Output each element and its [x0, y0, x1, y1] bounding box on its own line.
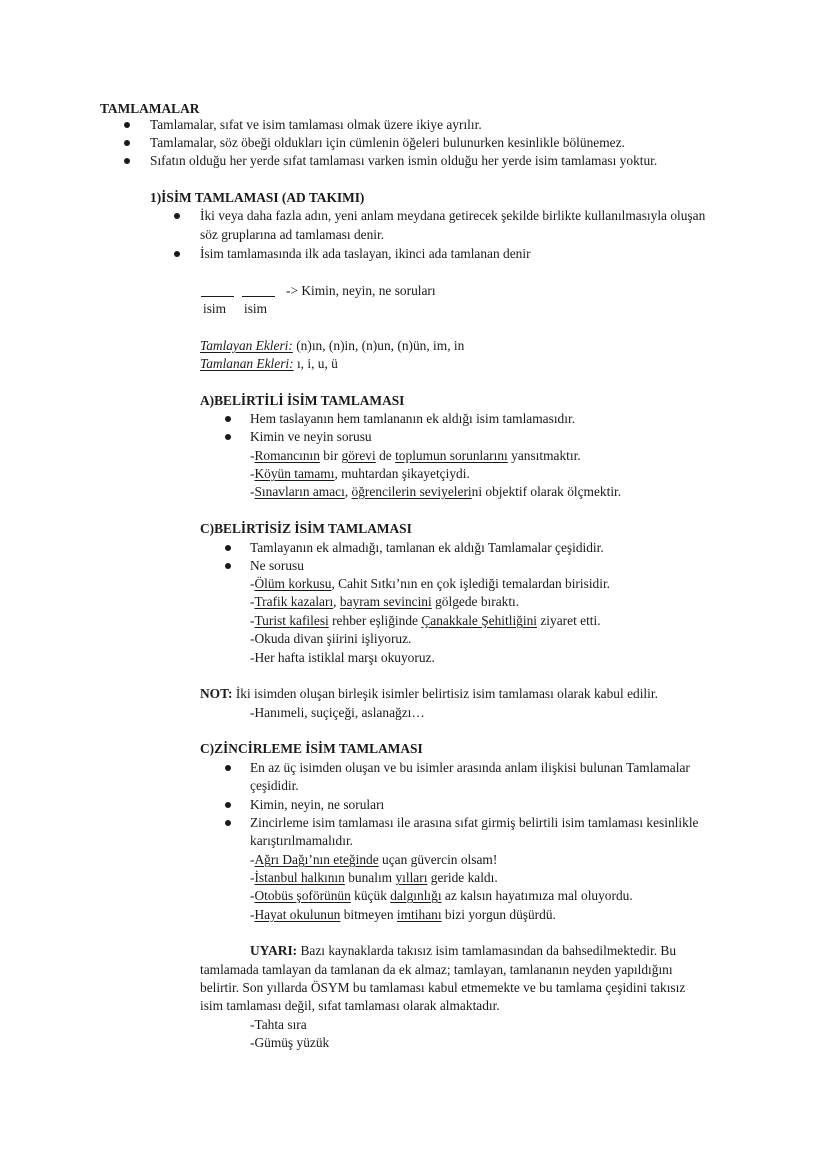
section-heading: A)BELİRTİLİ İSİM TAMLAMASI	[200, 393, 405, 408]
phrase-underlined: Otobüs şoförünün	[254, 888, 351, 903]
text-part: geride kaldı.	[427, 870, 498, 885]
blank-line	[242, 296, 275, 297]
suffix-value: ı, i, u, ü	[293, 356, 338, 371]
text-part: -	[250, 594, 255, 609]
text-part: , Cahit Sıtkı’nın en çok işlediği temalardan birisidir.	[331, 576, 611, 591]
phrase-underlined: öğrencilerin seviyeleri	[351, 484, 472, 499]
text-part: bunalım	[344, 870, 396, 885]
example-sentence	[250, 887, 633, 905]
bullet	[225, 416, 231, 422]
definition-line: söz gruplarına ad tamlaması denir.	[200, 227, 385, 242]
list-item: Zincirleme isim tamlaması ile arasına sıfat girmiş belirtili isim tamlaması kesinlikle	[250, 815, 699, 830]
phrase-underlined: imtihanı	[396, 907, 442, 922]
example-sentence: -Her hafta istiklal marşı okuyoruz.	[250, 650, 435, 665]
list-item: Kimin, neyin, ne soruları	[250, 797, 385, 812]
bullet	[225, 765, 231, 771]
bullet	[225, 434, 231, 440]
intro-item: Tamlamalar, sıfat ve isim tamlaması olmak üzere ikiye ayrılır.	[150, 117, 482, 132]
intro-item: Sıfatın olduğu her yerde sıfat tamlaması varken ismin olduğu her yerde isim tamlaması yoktur.	[150, 153, 658, 168]
text-part: -	[250, 888, 255, 903]
suffix-line	[200, 337, 464, 355]
definition-line: İki veya daha fazla adın, yeni anlam meydana getirecek şekilde birlikte kullanılmasıyla oluşan	[200, 208, 706, 223]
text-part: bir	[319, 448, 342, 463]
text-part: bizi yorgun düşürdü.	[441, 907, 556, 922]
example-sentence	[250, 575, 610, 593]
bullet	[124, 158, 130, 164]
text-part: yansıtmaktır.	[507, 448, 581, 463]
phrase-underlined: Trafik kazaları	[254, 594, 334, 609]
text-part: -	[250, 907, 255, 922]
phrase-underlined: Köyün tamamı	[254, 466, 335, 481]
page-title: TAMLAMALAR	[100, 101, 200, 116]
warning-line: isim tamlaması değil, sıfat tamlaması olarak almaktadır.	[200, 998, 500, 1013]
text-part: -	[250, 613, 255, 628]
example-sentence	[250, 465, 470, 483]
example-sentence	[250, 612, 601, 630]
bullet	[225, 563, 231, 569]
text-part: ziyaret etti.	[537, 613, 601, 628]
phrase-underlined: Ağrı Dağı’nın eteğinde	[254, 852, 379, 867]
example-sentence	[250, 906, 556, 924]
list-item: En az üç isimden oluşan ve bu isimler arasında anlam ilişkisi bulunan Tamlamalar	[250, 760, 690, 775]
section-heading: C)BELİRTİSİZ İSİM TAMLAMASI	[200, 521, 412, 536]
example-sentence: -Hanımeli, suçiçeği, aslanağzı…	[250, 705, 425, 720]
diagram-arrow-text: -> Kimin, neyin, ne soruları	[286, 283, 436, 298]
text-part: bitmeyen	[340, 907, 397, 922]
text-part: , muhtardan şikayetçiydi.	[334, 466, 470, 481]
phrase-underlined: yılları	[395, 870, 428, 885]
example-sentence	[250, 483, 621, 501]
suffix-line	[200, 355, 338, 373]
bullet	[225, 545, 231, 551]
text-part: uçan güvercin olsam!	[378, 852, 498, 867]
example-sentence: -Tahta sıra	[250, 1017, 307, 1032]
bullet	[174, 251, 180, 257]
note-label: NOT:	[200, 686, 233, 701]
bullet	[124, 140, 130, 146]
phrase-underlined: görevi	[341, 448, 376, 463]
phrase-underlined: Hayat okulunun	[254, 907, 341, 922]
phrase-underlined: İstanbul halkının	[254, 870, 345, 885]
warning-line	[250, 942, 676, 960]
phrase-underlined: dalgınlığı	[390, 888, 442, 903]
list-item: Hem taslayanın hem tamlananın ek aldığı isim tamlamasıdır.	[250, 411, 576, 426]
text-part: -	[250, 448, 255, 463]
list-item: Ne sorusu	[250, 558, 304, 573]
text-part: ni objektif olarak ölçmektir.	[471, 484, 622, 499]
warning-line: tamlamada tamlayan da tamlanan da ek almaz; tamlayan, tamlananın neyden yapıldığını	[200, 962, 673, 977]
text-part: -	[250, 466, 255, 481]
example-sentence: -Gümüş yüzük	[250, 1035, 330, 1050]
text-part: -	[250, 870, 255, 885]
intro-item: Tamlamalar, söz öbeği oldukları için cümlenin öğeleri bulunurken kesinlikle bölünemez.	[150, 135, 625, 150]
text-part: ,	[333, 594, 340, 609]
text-part: küçük	[350, 888, 391, 903]
example-sentence	[250, 851, 497, 869]
phrase-underlined: Sınavların amacı	[254, 484, 345, 499]
text-part: az kalsın hayatımıza mal oluyordu.	[441, 888, 633, 903]
example-sentence	[250, 593, 519, 611]
suffix-label: Tamlanan Ekleri:	[200, 356, 294, 371]
warning-line: belirtir. Son yıllarda ÖSYM bu tamlaması kabul etmemekte ve bu tamlama çeşidini takısız	[200, 980, 686, 995]
suffix-label: Tamlayan Ekleri:	[200, 338, 293, 353]
text-part: ,	[344, 484, 352, 499]
phrase-underlined: Turist kafilesi	[254, 613, 329, 628]
example-sentence	[250, 869, 498, 887]
diagram-label: isim	[244, 301, 268, 316]
text-part: gölgede bıraktı.	[431, 594, 520, 609]
section-heading: C)ZİNCİRLEME İSİM TAMLAMASI	[200, 741, 423, 756]
suffix-value: (n)ın, (n)in, (n)un, (n)ün, im, in	[292, 338, 465, 353]
example-sentence: -Okuda divan şiirini işliyoruz.	[250, 631, 412, 646]
text-part: rehber eşliğinde	[328, 613, 422, 628]
phrase-underlined: Çanakkale Şehitliğini	[421, 613, 538, 628]
bullet	[124, 122, 130, 128]
text-part: -	[250, 484, 255, 499]
phrase-underlined: Ölüm korkusu	[254, 576, 332, 591]
diagram-label: isim	[203, 301, 227, 316]
definition-line: İsim tamlamasında ilk ada taslayan, ikinci ada tamlanan denir	[200, 246, 531, 261]
phrase-underlined: Romancının	[254, 448, 320, 463]
example-sentence	[250, 447, 581, 465]
warning-label: UYARI:	[250, 943, 298, 958]
bullet	[225, 820, 231, 826]
list-item: Tamlayanın ek almadığı, tamlanan ek aldığı Tamlamalar çeşididir.	[250, 540, 604, 555]
text-part: de	[375, 448, 396, 463]
note-text: İki isimden oluşan birleşik isimler belirtisiz isim tamlaması olarak kabul edilir.	[232, 686, 658, 701]
section-heading: 1)İSİM TAMLAMASI (AD TAKIMI)	[150, 190, 365, 205]
phrase-underlined: toplumun sorunlarını	[395, 448, 508, 463]
list-item: karıştırılmamalıdır.	[250, 833, 354, 848]
note-line	[200, 685, 658, 703]
list-item: çeşididir.	[250, 778, 299, 793]
bullet	[174, 213, 180, 219]
blank-line	[201, 296, 234, 297]
warning-text: Bazı kaynaklarda takısız isim tamlamasından da bahsedilmektedir. Bu	[297, 943, 677, 958]
text-part: -	[250, 852, 255, 867]
text-part: -	[250, 576, 255, 591]
list-item: Kimin ve neyin sorusu	[250, 429, 372, 444]
phrase-underlined: bayram sevincini	[339, 594, 432, 609]
bullet	[225, 802, 231, 808]
